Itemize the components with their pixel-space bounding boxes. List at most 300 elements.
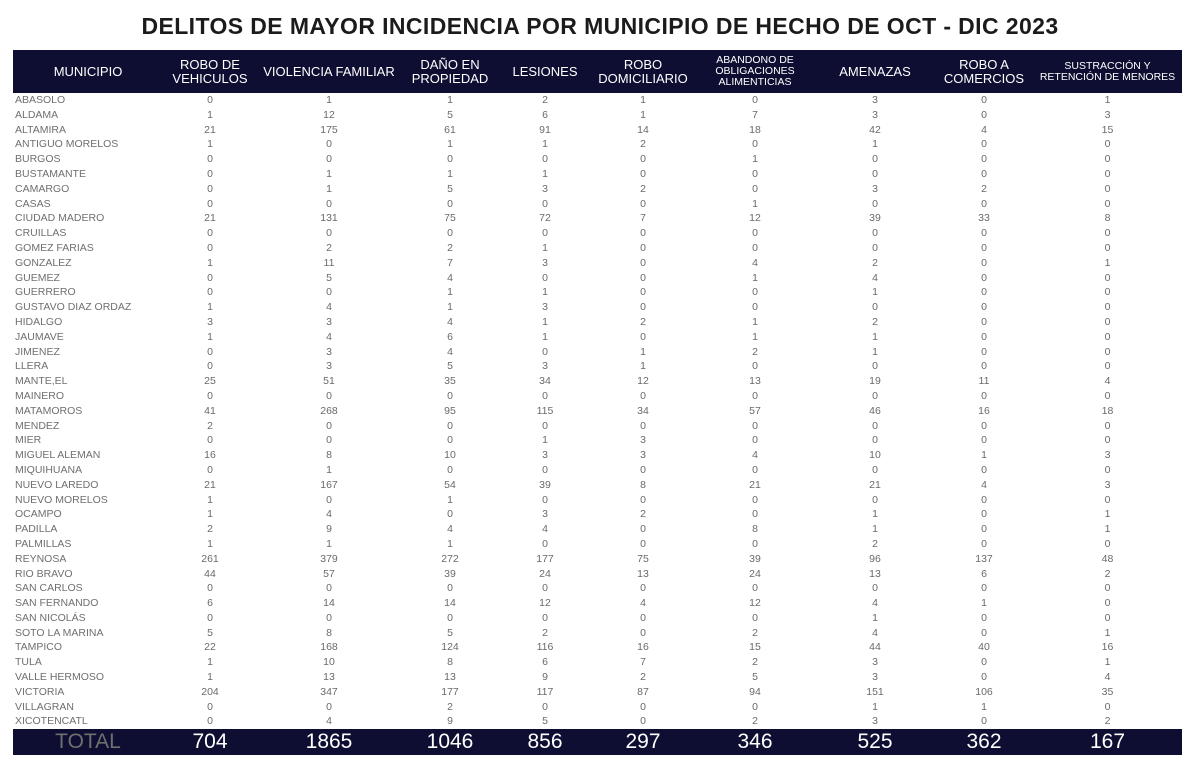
table-cell: 12 [539, 597, 551, 610]
table-cell: 39 [539, 478, 551, 491]
table-cell: 0 [326, 419, 332, 432]
table-cell: 0 [981, 508, 987, 521]
table-cell: 2 [542, 626, 548, 639]
table-cell: 0 [981, 626, 987, 639]
table-cell: 12 [637, 375, 649, 388]
table-cell: 347 [320, 685, 338, 698]
table-cell: 3 [1104, 449, 1111, 462]
table-cell: 0 [207, 582, 213, 595]
table-cell: 7 [447, 256, 453, 269]
table-cell: 0 [207, 241, 213, 254]
table-cell: 3 [542, 360, 548, 373]
table-cell: 6 [542, 656, 548, 669]
table-cell: 1 [1104, 626, 1111, 639]
table-cell: 3 [542, 508, 548, 521]
table-cell: 0 [1104, 315, 1111, 328]
table-cell: 4 [447, 345, 453, 358]
table-cell: 0 [752, 611, 758, 624]
table-cell: 0 [752, 508, 758, 521]
table-cell: 33 [978, 212, 990, 225]
table-cell: 1 [872, 611, 878, 624]
table-cell: 96 [869, 552, 881, 565]
table-cell: 0 [872, 389, 878, 402]
table-cell: 0 [1104, 330, 1111, 343]
table-cell: 1 [1104, 256, 1111, 269]
table-cell: 1 [207, 508, 213, 521]
municipality-name: REYNOSA [15, 552, 67, 565]
table-cell: 0 [447, 508, 453, 521]
municipality-name: BUSTAMANTE [15, 167, 86, 180]
table-cell: 3 [872, 715, 878, 728]
table-cell: 3 [542, 182, 548, 195]
table-cell: 2 [640, 315, 646, 328]
table-cell: 1 [207, 256, 213, 269]
table-cell: 0 [752, 286, 758, 299]
table-cell: 8 [326, 449, 332, 462]
table-cell: 13 [323, 671, 335, 684]
table-cell: 2 [207, 419, 213, 432]
total-label: TOTAL [13, 729, 163, 755]
table-cell: 0 [872, 153, 878, 166]
table-cell: 10 [869, 449, 881, 462]
table-cell: 3 [872, 94, 878, 106]
table-cell: 8 [640, 478, 646, 491]
table-cell: 0 [640, 153, 646, 166]
table-cell: 2 [1104, 567, 1111, 580]
municipality-name: ABASOLO [15, 94, 66, 106]
table-cell: 0 [752, 241, 758, 254]
table-cell: 0 [542, 700, 548, 713]
table-cell: 0 [640, 167, 646, 180]
table-cell: 0 [447, 434, 453, 447]
table-cell: 1 [752, 330, 758, 343]
table-cell: 44 [204, 567, 216, 580]
municipality-name: BURGOS [15, 153, 61, 166]
table-cell: 0 [981, 271, 987, 284]
table-cell: 0 [447, 463, 453, 476]
table-cell: 6 [447, 330, 453, 343]
table-cell: 0 [542, 227, 548, 240]
table-cell: 0 [207, 271, 213, 284]
table-cell: 14 [323, 597, 335, 610]
table-cell: 0 [872, 582, 878, 595]
table-cell: 0 [1104, 611, 1111, 624]
table-cell: 1 [326, 167, 332, 180]
table-cell: 16 [204, 449, 216, 462]
table-cell: 21 [749, 478, 761, 491]
table-cell: 0 [542, 493, 548, 506]
table-cell: 75 [637, 552, 649, 565]
table-cell: 1 [447, 94, 453, 106]
col-header-violencia-familiar: VIOLENCIA FAMILIAR [257, 50, 401, 93]
table-cell: 4 [981, 478, 987, 491]
municipality-name: RIO BRAVO [15, 567, 73, 580]
table-cell: 3 [1104, 108, 1111, 121]
table-cell: 1 [1104, 508, 1111, 521]
table-cell: 48 [1101, 552, 1114, 565]
table-cell: 1 [447, 537, 453, 550]
table-cell: 2 [981, 182, 987, 195]
table-cell: 0 [752, 301, 758, 314]
table-cell: 1 [326, 182, 332, 195]
table-cell: 2 [752, 656, 758, 669]
table-cell: 0 [1104, 360, 1111, 373]
table-cell: 13 [869, 567, 881, 580]
table-cell: 18 [1101, 404, 1114, 417]
table-cell: 1 [207, 108, 213, 121]
table-cell: 12 [749, 212, 761, 225]
municipality-name: TULA [15, 656, 42, 669]
table-cell: 0 [640, 419, 646, 432]
municipality-name: ALTAMIRA [15, 123, 66, 136]
table-cell: 5 [542, 715, 548, 728]
table-cell: 177 [536, 552, 554, 565]
table-cell: 0 [207, 463, 213, 476]
table-cell: 0 [981, 286, 987, 299]
table-cell: 204 [201, 685, 219, 698]
table-cell: 4 [326, 715, 332, 728]
table-cell: 0 [752, 463, 758, 476]
table-cell: 1 [752, 153, 758, 166]
table-cell: 0 [752, 138, 758, 151]
table-cell: 137 [975, 552, 993, 565]
total-value: 167 [1033, 729, 1182, 755]
table-cell: 87 [637, 685, 649, 698]
table-cell: 0 [207, 167, 213, 180]
header-row [13, 50, 1182, 93]
table-cell: 0 [752, 434, 758, 447]
table-cell: 0 [640, 301, 646, 314]
table-cell: 0 [640, 493, 646, 506]
table-cell: 3 [872, 656, 878, 669]
table-cell: 0 [1104, 537, 1111, 550]
table-row [13, 123, 1182, 138]
municipality-name: SAN FERNANDO [15, 597, 99, 610]
table-cell: 57 [323, 567, 335, 580]
table-cell: 0 [640, 330, 646, 343]
table-cell: 0 [640, 271, 646, 284]
table-cell: 0 [752, 700, 758, 713]
municipality-name: MATAMOROS [15, 404, 83, 417]
table-cell: 0 [207, 389, 213, 402]
table-cell: 0 [872, 360, 878, 373]
table-cell: 21 [204, 123, 216, 136]
table-cell: 2 [207, 523, 213, 536]
table-cell: 2 [752, 715, 758, 728]
table-cell: 6 [981, 567, 987, 580]
table-cell: 0 [981, 656, 987, 669]
table-cell: 7 [640, 656, 646, 669]
table-cell: 0 [1104, 271, 1111, 284]
table-cell: 0 [542, 463, 548, 476]
table-cell: 4 [872, 626, 878, 639]
table-cell: 6 [542, 108, 548, 121]
table-cell: 0 [981, 330, 987, 343]
table-cell: 0 [752, 167, 758, 180]
table-cell: 0 [640, 241, 646, 254]
table-cell: 8 [447, 656, 453, 669]
table-cell: 3 [326, 345, 332, 358]
table-cell: 3 [326, 315, 332, 328]
table-cell: 1 [542, 434, 548, 447]
table-cell: 0 [326, 700, 332, 713]
table-row [13, 611, 1182, 626]
municipality-name: PALMILLAS [15, 537, 72, 550]
col-header-robo-vehiculos: ROBO DE VEHICULOS [163, 50, 257, 93]
municipality-name: GOMEZ FARIAS [15, 241, 94, 254]
table-cell: 1 [752, 271, 758, 284]
table-cell: 1 [207, 537, 213, 550]
table-cell: 1 [447, 301, 453, 314]
table-cell: 1 [872, 700, 878, 713]
table-cell: 1 [872, 138, 878, 151]
table-cell: 1 [542, 241, 548, 254]
table-cell: 261 [201, 552, 219, 565]
table-cell: 0 [326, 227, 332, 240]
table-cell: 0 [981, 523, 987, 536]
table-cell: 72 [539, 212, 551, 225]
table-cell: 0 [207, 434, 213, 447]
table-row [13, 493, 1182, 508]
table-cell: 13 [749, 375, 761, 388]
table-cell: 2 [872, 256, 878, 269]
table-cell: 2 [447, 700, 453, 713]
table-cell: 1 [1104, 656, 1111, 669]
col-header-municipio: MUNICIPIO [13, 50, 163, 93]
table-cell: 51 [323, 375, 335, 388]
table-cell: 0 [640, 715, 646, 728]
table-cell: 0 [752, 389, 758, 402]
table-cell: 2 [640, 508, 646, 521]
table-cell: 34 [539, 375, 551, 388]
municipality-name: ALDAMA [15, 108, 59, 121]
table-cell: 0 [447, 153, 453, 166]
table-cell: 4 [542, 523, 548, 536]
table-cell: 0 [640, 700, 646, 713]
table-cell: 0 [981, 197, 987, 210]
municipality-name: OCAMPO [15, 508, 62, 521]
table-cell: 0 [1104, 463, 1111, 476]
table-cell: 0 [981, 537, 987, 550]
municipality-name: ANTIGUO MORELOS [15, 138, 119, 151]
table-row [13, 419, 1182, 434]
table-row [13, 640, 1182, 655]
table-cell: 1 [326, 94, 332, 106]
table-cell: 1 [872, 345, 878, 358]
table-cell: 106 [975, 685, 993, 698]
table-row [13, 463, 1182, 478]
table-cell: 0 [752, 537, 758, 550]
table-row [13, 552, 1182, 567]
table-cell: 0 [981, 301, 987, 314]
table-cell: 0 [752, 94, 758, 106]
table-cell: 0 [872, 301, 878, 314]
table-cell: 0 [981, 434, 987, 447]
col-header-abandono-obligaciones: ABANDONO DE OBLIGACIONES ALIMENTICIAS [695, 50, 815, 93]
table-cell: 15 [1101, 123, 1114, 136]
municipality-name: SAN NICOLÁS [15, 611, 86, 624]
table-cell: 4 [447, 523, 453, 536]
table-cell: 3 [542, 449, 548, 462]
table-cell: 0 [640, 227, 646, 240]
table-cell: 1 [640, 108, 646, 121]
table-cell: 0 [542, 389, 548, 402]
table-cell: 0 [640, 256, 646, 269]
table-cell: 16 [978, 404, 990, 417]
table-cell: 0 [542, 611, 548, 624]
table-cell: 0 [752, 493, 758, 506]
table-cell: 0 [542, 537, 548, 550]
table-cell: 95 [444, 404, 456, 417]
table-cell: 1 [981, 700, 987, 713]
table-cell: 0 [542, 153, 548, 166]
table-row [13, 271, 1182, 286]
table-cell: 1 [207, 493, 213, 506]
table-cell: 151 [866, 685, 884, 698]
table-cell: 0 [640, 463, 646, 476]
table-row [13, 685, 1182, 700]
table-cell: 0 [872, 419, 878, 432]
table-row [13, 670, 1182, 685]
table-row [13, 448, 1182, 463]
municipality-name: CASAS [15, 197, 51, 210]
table-cell: 0 [1104, 345, 1111, 358]
table-cell: 3 [872, 182, 878, 195]
table-cell: 1 [542, 315, 548, 328]
table-cell: 4 [872, 271, 878, 284]
table-row [13, 226, 1182, 241]
table-cell: 9 [447, 715, 453, 728]
municipality-name: HIDALGO [15, 315, 63, 328]
table-cell: 24 [749, 567, 761, 580]
table-cell: 0 [981, 389, 987, 402]
table-cell: 16 [637, 641, 649, 654]
table-cell: 115 [536, 404, 554, 417]
table-cell: 0 [640, 389, 646, 402]
table-cell: 4 [447, 315, 453, 328]
municipality-name: MENDEZ [15, 419, 60, 432]
table-cell: 54 [444, 478, 456, 491]
table-cell: 18 [749, 123, 761, 136]
table-cell: 1 [872, 286, 878, 299]
table-cell: 4 [640, 597, 646, 610]
table-cell: 40 [978, 641, 990, 654]
table-cell: 3 [872, 108, 878, 121]
table-cell: 0 [981, 241, 987, 254]
table-cell: 0 [326, 582, 332, 595]
table-cell: 116 [536, 641, 554, 654]
table-row [13, 537, 1182, 552]
table-cell: 0 [447, 582, 453, 595]
table-cell: 1 [207, 138, 213, 151]
table-cell: 4 [326, 508, 332, 521]
table-cell: 6 [207, 597, 213, 610]
table-cell: 0 [640, 626, 646, 639]
table-cell: 3 [640, 434, 646, 447]
table-row [13, 300, 1182, 315]
table-cell: 0 [752, 360, 758, 373]
table-cell: 1 [447, 493, 453, 506]
table-cell: 0 [872, 493, 878, 506]
table-cell: 2 [640, 182, 646, 195]
col-header-sustraccion-menores: SUSTRACCIÓN Y RETENCIÓN DE MENORES [1033, 50, 1182, 93]
table-cell: 0 [640, 523, 646, 536]
table-cell: 9 [542, 671, 548, 684]
table-cell: 42 [869, 123, 881, 136]
table-cell: 0 [981, 345, 987, 358]
municipality-name: VILLAGRAN [15, 700, 74, 713]
table-cell: 0 [1104, 434, 1111, 447]
table-cell: 8 [752, 523, 758, 536]
table-cell: 0 [752, 582, 758, 595]
table-cell: 7 [752, 108, 758, 121]
table-cell: 44 [869, 641, 881, 654]
table-row [13, 374, 1182, 389]
table-cell: 39 [444, 567, 456, 580]
table-cell: 0 [872, 167, 878, 180]
table-cell: 21 [869, 478, 881, 491]
table-cell: 13 [444, 671, 456, 684]
table-cell: 3 [542, 256, 548, 269]
table-cell: 1 [640, 345, 646, 358]
table-cell: 379 [320, 552, 338, 565]
table-row [13, 330, 1182, 345]
table-cell: 0 [447, 419, 453, 432]
table-cell: 2 [872, 315, 878, 328]
table-cell: 0 [1104, 167, 1111, 180]
table-cell: 0 [326, 434, 332, 447]
table-cell: 5 [326, 271, 332, 284]
table-cell: 124 [441, 641, 459, 654]
table-cell: 0 [207, 611, 213, 624]
total-value: 1046 [401, 729, 499, 755]
municipality-name: VICTORIA [15, 685, 65, 698]
table-cell: 8 [1104, 212, 1111, 225]
table-cell: 1 [752, 197, 758, 210]
table-cell: 0 [1104, 153, 1111, 166]
table-cell: 1 [207, 330, 213, 343]
table-cell: 3 [326, 360, 332, 373]
table-row [13, 433, 1182, 448]
table-cell: 0 [542, 419, 548, 432]
table-cell: 2 [640, 138, 646, 151]
table-cell: 0 [1104, 419, 1111, 432]
table-cell: 4 [872, 597, 878, 610]
table-cell: 0 [207, 94, 213, 106]
table-cell: 11 [978, 375, 990, 388]
table-cell: 5 [207, 626, 213, 639]
municipality-name: XICOTENCATL [15, 715, 88, 728]
table-cell: 1 [326, 463, 332, 476]
table-cell: 61 [444, 123, 456, 136]
table-cell: 0 [326, 197, 332, 210]
table-cell: 1 [542, 138, 548, 151]
municipality-name: NUEVO MORELOS [15, 493, 108, 506]
table-cell: 1 [447, 167, 453, 180]
table-row [13, 404, 1182, 419]
table-cell: 2 [640, 671, 646, 684]
municipality-name: JAUMAVE [15, 330, 64, 343]
table-cell: 35 [444, 375, 456, 388]
table-cell: 3 [542, 301, 548, 314]
table-cell: 0 [981, 94, 987, 106]
table-cell: 75 [444, 212, 456, 225]
municipality-name: MAINERO [15, 389, 65, 402]
table-cell: 0 [207, 227, 213, 240]
municipality-name: NUEVO LAREDO [15, 478, 99, 491]
col-header-robo-domiciliario: ROBO DOMICILIARIO [591, 50, 695, 93]
col-header-amenazas: AMENAZAS [815, 50, 935, 93]
